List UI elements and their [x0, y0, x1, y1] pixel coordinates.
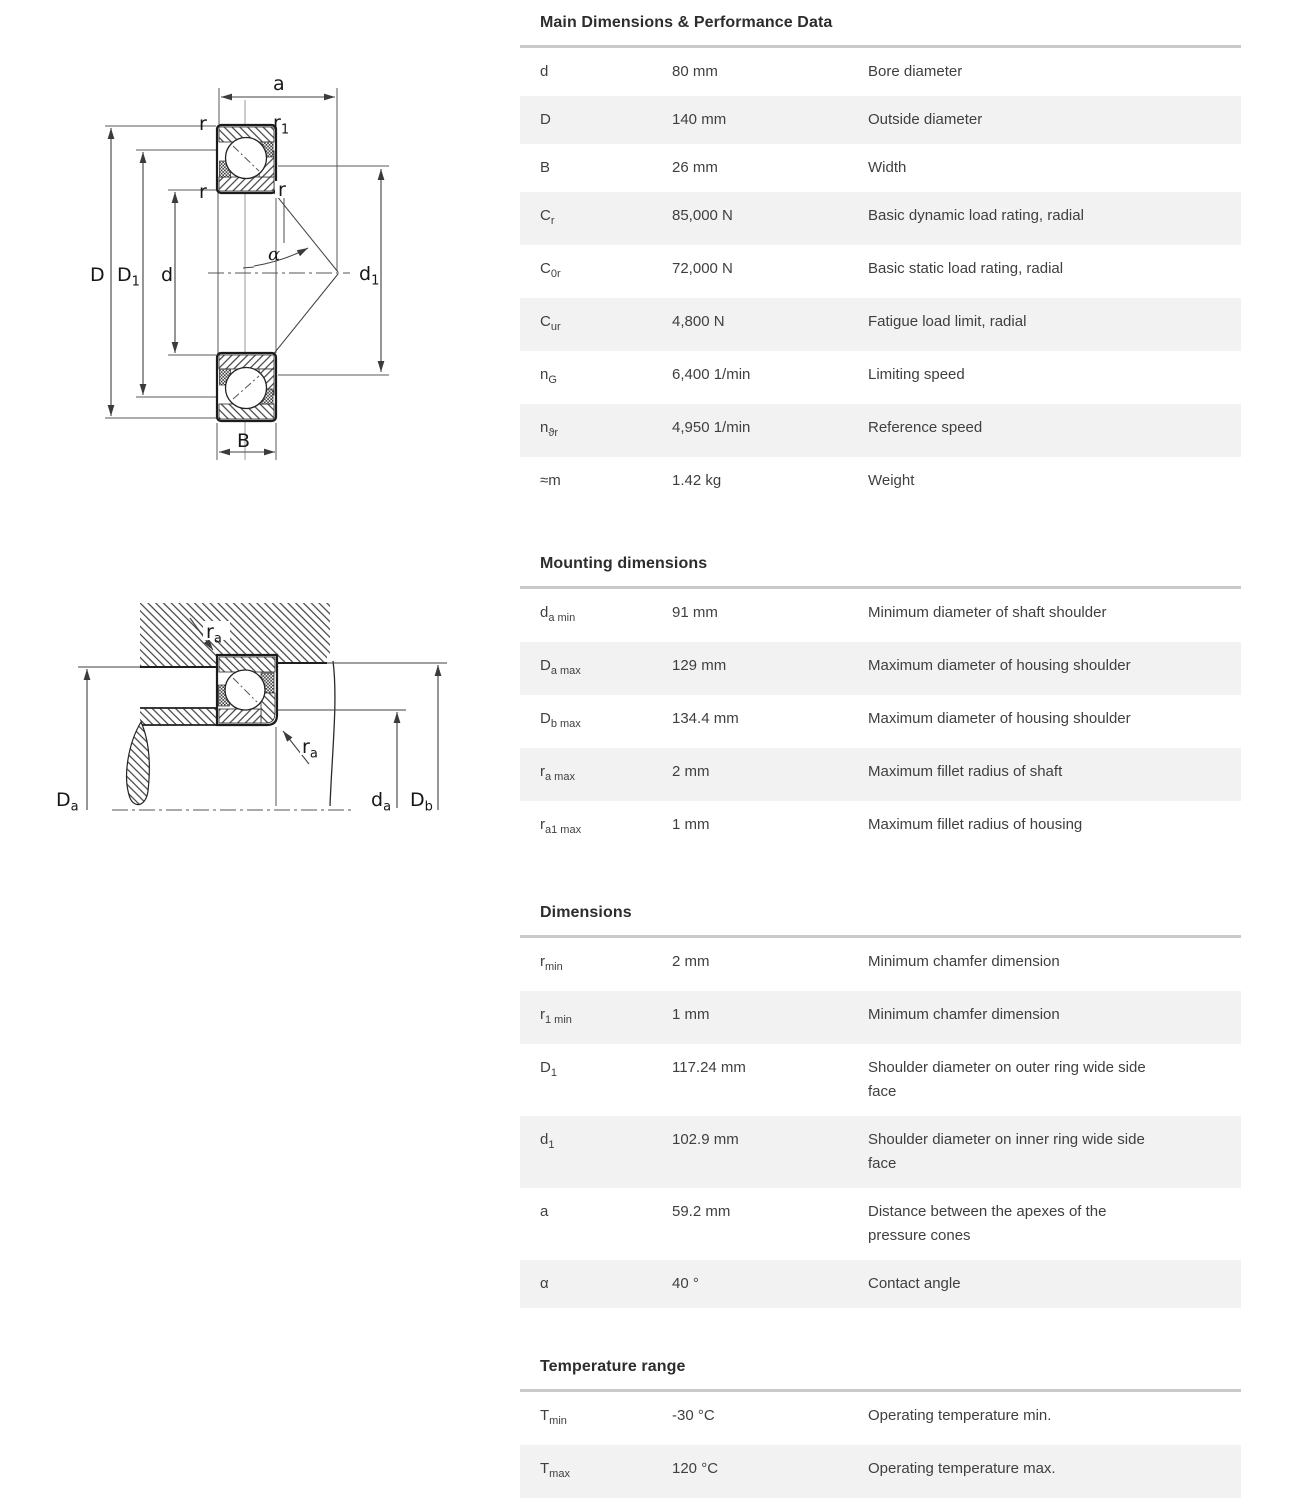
table-row — [520, 938, 1241, 991]
symbol-base: C — [540, 260, 551, 277]
dim-label-r-top-left: r — [199, 113, 207, 135]
table-row — [520, 748, 1241, 801]
section-title: Temperature range — [540, 1358, 686, 1375]
symbol-subscript: max — [549, 1468, 570, 1480]
spec-table — [520, 1389, 1241, 1498]
symbol-cell — [520, 1260, 672, 1308]
symbol-base: d — [540, 1131, 549, 1148]
symbol-base: C — [540, 207, 551, 224]
description-cell: Minimum chamfer dimension — [868, 953, 1060, 970]
section-title: Mounting dimensions — [540, 555, 708, 572]
dim-label-d1: $d_1$ — [359, 263, 380, 289]
description-cell: Limiting speed — [868, 366, 965, 383]
symbol-base: D — [540, 710, 551, 727]
bearing-cross-section-diagram — [0, 0, 510, 545]
table-row — [520, 245, 1241, 298]
table-row — [520, 298, 1241, 351]
symbol-subscript: r — [550, 215, 555, 227]
spec-table — [520, 935, 1241, 1308]
symbol-cell — [520, 192, 672, 245]
value-cell: 117.24 mm — [672, 1059, 746, 1076]
description-cell: Width — [868, 159, 907, 176]
symbol-base: D — [540, 1059, 551, 1076]
symbol-cell — [520, 457, 672, 505]
value-cell: 40 ° — [672, 1275, 699, 1292]
symbol-base: a — [540, 1203, 549, 1220]
dim-label-r-right: r — [278, 179, 286, 201]
spec-table — [520, 45, 1241, 505]
symbol-subscript: a1 max — [545, 824, 582, 836]
symbol-cell — [520, 245, 672, 298]
description-cell: Fatigue load limit, radial — [868, 313, 1027, 330]
symbol-cell — [520, 1044, 672, 1097]
dim-label-ra-top: $r_a$ — [206, 621, 222, 647]
symbol-subscript: 1 — [548, 1139, 555, 1151]
value-cell: 129 mm — [672, 657, 727, 674]
description-cell: Shoulder diameter on outer ring wide side face — [868, 1059, 1146, 1100]
value-cell: 1 mm — [672, 1006, 710, 1023]
bearing-lower-section — [217, 353, 276, 421]
table-row — [520, 1260, 1241, 1308]
symbol-base: r — [540, 816, 545, 833]
symbol-cell — [520, 144, 672, 192]
symbol-subscript: a max — [550, 665, 581, 677]
table-row — [520, 1445, 1241, 1498]
symbol-subscript: min — [545, 961, 563, 973]
symbol-base: ≈m — [540, 472, 561, 489]
table-row — [520, 1116, 1241, 1188]
value-cell: 59.2 mm — [672, 1203, 731, 1220]
description-cell: Bore diameter — [868, 63, 963, 80]
dim-label-da: $d_a$ — [371, 789, 392, 815]
symbol-subscript: ur — [550, 321, 561, 333]
value-cell: 140 mm — [672, 111, 727, 128]
symbol-subscript: b max — [550, 718, 581, 730]
dim-label-B: B — [237, 430, 251, 452]
symbol-cell — [520, 298, 672, 351]
mounting-diagram — [0, 560, 510, 890]
description-cell: Maximum fillet radius of housing — [868, 816, 1083, 833]
value-cell: 102.9 mm — [672, 1131, 739, 1148]
symbol-cell — [520, 96, 672, 144]
symbol-base: r — [540, 763, 545, 780]
symbol-cell — [520, 801, 672, 854]
description-cell: Basic dynamic load rating, radial — [868, 207, 1084, 224]
symbol-subscript: 0r — [550, 268, 561, 280]
diagram-panel — [0, 0, 510, 1432]
table-row — [520, 1044, 1241, 1116]
table-row — [520, 1392, 1241, 1445]
description-cell: Outside diameter — [868, 111, 983, 128]
symbol-cell — [520, 1188, 672, 1236]
value-cell: 80 mm — [672, 63, 718, 80]
spec-table — [520, 586, 1241, 854]
dim-label-alpha: α — [268, 244, 281, 265]
table-row — [520, 457, 1241, 505]
table-row — [520, 589, 1241, 642]
symbol-cell — [520, 991, 672, 1044]
table-row — [520, 801, 1241, 854]
description-cell: Basic static load rating, radial — [868, 260, 1064, 277]
table-row — [520, 351, 1241, 404]
symbol-base: r — [540, 953, 545, 970]
dim-label-Db: $D_b$ — [410, 789, 433, 815]
dim-label-D: D — [90, 264, 105, 286]
symbol-base: C — [540, 313, 551, 330]
table-row — [520, 96, 1241, 144]
symbol-subscript: 1 min — [545, 1014, 572, 1026]
symbol-cell — [520, 48, 672, 96]
description-cell: Contact angle — [868, 1275, 961, 1292]
description-cell: Maximum diameter of housing shoulder — [868, 710, 1131, 727]
section-title: Main Dimensions & Performance Data — [540, 14, 833, 31]
symbol-cell — [520, 1116, 672, 1169]
value-cell: 91 mm — [672, 604, 718, 621]
description-cell: Distance between the apexes of the pressure cones — [868, 1203, 1107, 1244]
spec-section — [520, 14, 1241, 505]
bearing-upper-section — [217, 125, 276, 193]
spec-section — [520, 1358, 1241, 1498]
value-cell: 2 mm — [672, 953, 710, 970]
description-cell: Weight — [868, 472, 915, 489]
symbol-cell — [520, 589, 672, 642]
table-row — [520, 991, 1241, 1044]
mounted-bearing — [217, 655, 277, 725]
table-row — [520, 1188, 1241, 1260]
description-cell: Minimum diameter of shaft shoulder — [868, 604, 1107, 621]
description-cell: Operating temperature max. — [868, 1460, 1056, 1477]
spec-section — [520, 555, 1241, 854]
symbol-cell — [520, 642, 672, 695]
dim-label-ra-bottom: $r_a$ — [302, 736, 318, 762]
symbol-cell — [520, 748, 672, 801]
symbol-cell — [520, 1445, 672, 1498]
symbol-subscript: min — [549, 1415, 567, 1427]
symbol-subscript: ϑr — [548, 427, 559, 439]
description-cell: Operating temperature min. — [868, 1407, 1052, 1424]
value-cell: -30 °C — [672, 1407, 715, 1424]
symbol-base: n — [540, 366, 549, 383]
table-row — [520, 48, 1241, 96]
dim-label-Da: $D_a$ — [56, 789, 79, 815]
description-cell: Minimum chamfer dimension — [868, 1006, 1060, 1023]
symbol-base: d — [540, 604, 549, 621]
symbol-base: r — [540, 1006, 545, 1023]
value-cell: 72,000 N — [672, 260, 733, 277]
value-cell: 85,000 N — [672, 207, 733, 224]
symbol-base: d — [540, 63, 549, 80]
value-cell: 4,950 1/min — [672, 419, 751, 436]
symbol-base: T — [540, 1460, 550, 1477]
symbol-base: α — [540, 1275, 549, 1292]
symbol-subscript: G — [548, 374, 557, 386]
table-row — [520, 192, 1241, 245]
symbol-cell — [520, 938, 672, 991]
dim-label-r-mid-left: r — [199, 181, 207, 203]
table-row — [520, 144, 1241, 192]
symbol-base: n — [540, 419, 549, 436]
symbol-subscript: a min — [548, 612, 576, 624]
spec-section — [520, 904, 1241, 1308]
value-cell: 4,800 N — [672, 313, 725, 330]
symbol-cell — [520, 404, 672, 457]
symbol-base: D — [540, 111, 551, 128]
table-row — [520, 404, 1241, 457]
shaft-break-section — [127, 722, 150, 805]
value-cell: 26 mm — [672, 159, 718, 176]
dim-label-a: a — [273, 73, 285, 95]
value-cell: 1 mm — [672, 816, 710, 833]
description-cell: Shoulder diameter on inner ring wide side face — [868, 1131, 1145, 1172]
symbol-cell — [520, 695, 672, 748]
value-cell: 2 mm — [672, 763, 710, 780]
symbol-base: B — [540, 159, 551, 176]
dim-label-d: d — [161, 264, 174, 286]
table-row — [520, 642, 1241, 695]
table-row — [520, 695, 1241, 748]
symbol-cell — [520, 351, 672, 404]
symbol-subscript: 1 — [550, 1067, 557, 1079]
dim-label-r1: $r_1$ — [273, 112, 290, 138]
section-title: Dimensions — [540, 904, 632, 921]
data-sections — [520, 0, 1241, 1498]
value-cell: 120 °C — [672, 1460, 719, 1477]
symbol-subscript: a max — [545, 771, 575, 783]
description-cell: Reference speed — [868, 419, 983, 436]
symbol-base: D — [540, 657, 551, 674]
value-cell: 1.42 kg — [672, 472, 722, 489]
symbol-base: T — [540, 1407, 550, 1424]
description-cell: Maximum fillet radius of shaft — [868, 763, 1063, 780]
description-cell: Maximum diameter of housing shoulder — [868, 657, 1131, 674]
value-cell: 134.4 mm — [672, 710, 739, 727]
symbol-cell — [520, 1392, 672, 1445]
value-cell: 6,400 1/min — [672, 366, 751, 383]
dim-label-D1: $D_1$ — [117, 264, 140, 290]
